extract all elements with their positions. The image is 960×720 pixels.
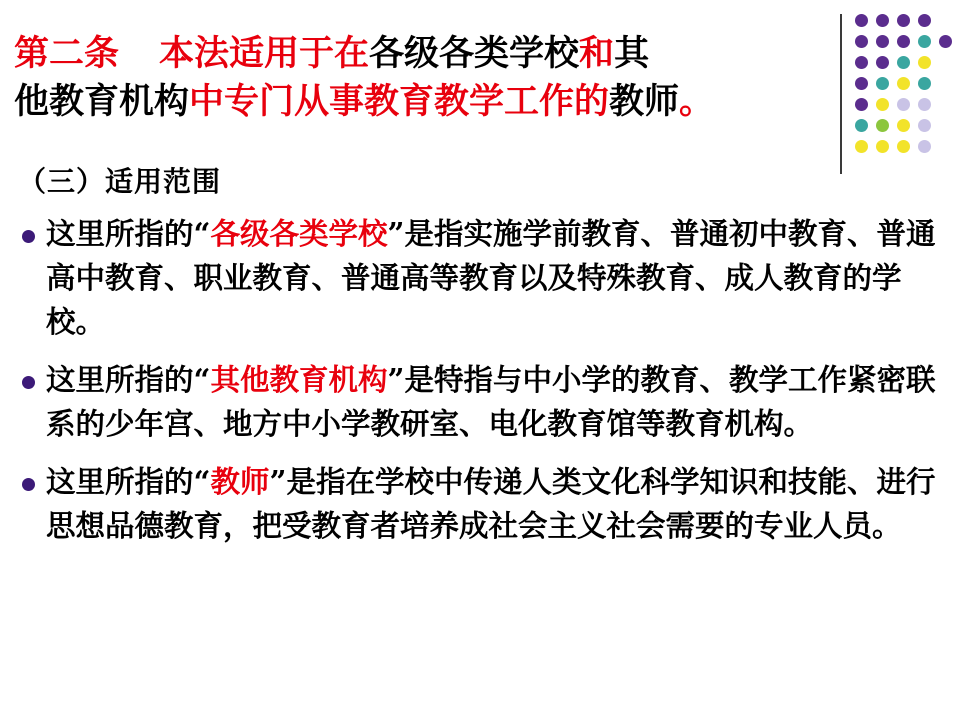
bullet-marker [10,460,46,495]
bullet-dot-icon [22,376,35,389]
text-run-2: 本法适用于在 [159,33,370,74]
decorative-dot [876,77,889,90]
text-run-2-1: 教师 [210,464,270,499]
decorative-dot [855,98,868,111]
list-item [10,460,950,548]
decorative-dot [918,140,931,153]
text-run-0: 第二条 [14,33,120,74]
list-item-text [46,460,950,548]
list-item-text [46,358,950,446]
decorative-dot [855,35,868,48]
text-run-0-0: 这里所指的“ [46,216,211,251]
text-run-1-2: ”是特指与中小学的教育、教学工作紧密联系的少年宫、地方中小学教研室、电化教育馆等教育机构。 [46,362,936,441]
text-run-0-2: ”是指实施学前教育、普通初中教育、普通高中教育、职业教育、普通高等教育以及特殊教育、成人教育的学校。 [46,216,936,339]
decorative-dot [897,56,910,69]
bullet-list [10,212,950,562]
decorative-dot [876,56,889,69]
text-run-1-1: 其他教育机构 [210,362,388,397]
decorative-dot [939,35,952,48]
decorative-dot [897,98,910,111]
title-line-1 [14,30,844,78]
decorative-dot-grid [855,14,950,159]
text-run-1-0: 这里所指的“ [46,362,211,397]
text-run-4: 和 [579,33,615,74]
decorative-dot [876,98,889,111]
decorative-dot [855,14,868,27]
text-run-3: 。 [679,81,715,122]
decorative-dot [918,119,931,132]
decorative-dot [855,119,868,132]
decorative-dot [918,35,931,48]
decorative-dot [855,77,868,90]
bullet-marker [10,358,46,393]
section-subheading: （三）适用范围 [18,165,222,198]
decorative-dot [897,119,910,132]
decorative-dot [897,77,910,90]
text-run-2-2: ”是指在学校中传递人类文化科学知识和技能、进行思想品德教育，把受教育者培养成社会主义社会需要的专业人员。 [46,464,936,543]
bullet-marker [10,212,46,247]
decorative-dot [897,14,910,27]
list-item [10,212,950,344]
decorative-dot [918,56,931,69]
text-run-2-0: 这里所指的“ [46,464,211,499]
bullet-dot-icon [22,478,35,491]
bullet-dot-icon [22,230,35,243]
decorative-dot [876,140,889,153]
text-run-2: 教师 [609,81,680,122]
decorative-dot [876,35,889,48]
text-run-0: 他教育机构 [14,81,190,122]
decorative-dot [855,140,868,153]
decorative-dot [918,14,931,27]
slide-title [14,30,844,126]
list-item [10,358,950,446]
decorative-dot [855,56,868,69]
decorative-dot [918,98,931,111]
decorative-dot [918,77,931,90]
title-line-2 [14,78,844,126]
text-run-1: 中专门从事教育教学工作的 [189,81,610,122]
text-run-5: 其 [614,33,650,74]
decorative-dot [876,14,889,27]
decorative-dot [897,140,910,153]
text-run-0-1: 各级各类学校 [210,216,388,251]
decorative-dot [876,119,889,132]
text-run-3: 各级各类学校 [369,33,580,74]
list-item-text [46,212,950,344]
vertical-divider [840,14,842,174]
decorative-dot [897,35,910,48]
